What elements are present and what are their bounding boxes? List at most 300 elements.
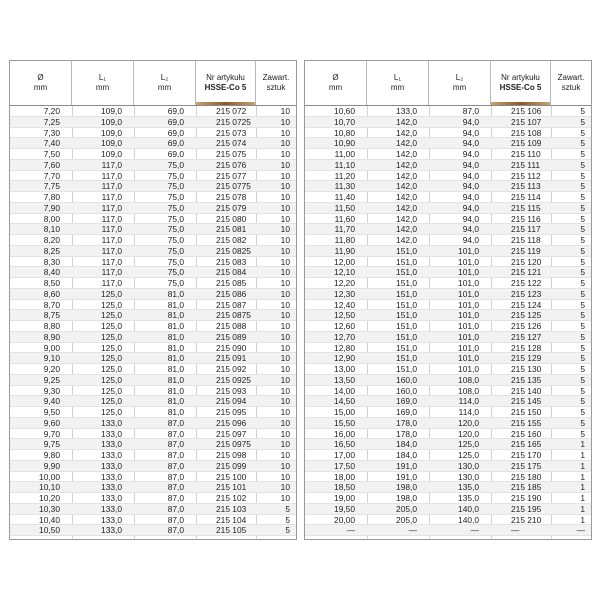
table-row xyxy=(305,128,591,139)
cell-l1: 142,0 xyxy=(396,202,417,213)
cell-quantity: 10 xyxy=(280,331,290,342)
cell-article-number: 215 129 xyxy=(511,353,542,364)
cell-article-number: 215 112 xyxy=(511,170,541,181)
table-row xyxy=(10,439,296,450)
cell-quantity: 5 xyxy=(580,159,585,170)
cell-article-number: 215 086 xyxy=(216,288,247,299)
cell-diameter: 10,60 xyxy=(334,106,355,116)
cell-quantity: 5 xyxy=(580,256,585,267)
cell-l2: 125,0 xyxy=(458,450,479,460)
cell-quantity: 5 xyxy=(580,149,585,159)
cell-diameter: 8,75 xyxy=(43,310,60,321)
cell-l2: 81,0 xyxy=(167,342,184,353)
cell-article-number: 215 115 xyxy=(511,202,541,213)
cell-quantity: 5 xyxy=(580,407,585,417)
cell-l2: 81,0 xyxy=(167,385,184,396)
cell-l1: 125,0 xyxy=(101,396,122,407)
cell-l1: 133,0 xyxy=(101,439,122,450)
cell-l2: 94,0 xyxy=(462,224,479,235)
table-row xyxy=(10,493,296,504)
cell-quantity: 10 xyxy=(280,235,290,245)
cell-article-number: 215 093 xyxy=(216,385,247,396)
table-row xyxy=(10,128,296,139)
cell-l1: 125,0 xyxy=(101,310,122,321)
cell-l1: 160,0 xyxy=(396,385,417,396)
cell-article-number: 215 075 xyxy=(216,149,247,159)
table-row xyxy=(10,525,296,536)
cell-l1: 151,0 xyxy=(396,353,417,364)
cell-quantity: 5 xyxy=(285,514,290,525)
table-row xyxy=(10,343,296,354)
cell-l1: 191,0 xyxy=(396,471,417,482)
table-body xyxy=(10,106,296,536)
cell-diameter: 12,60 xyxy=(334,321,355,331)
cell-l1: 151,0 xyxy=(396,331,417,342)
table-row xyxy=(10,235,296,246)
table-row xyxy=(10,321,296,332)
cell-l1: 142,0 xyxy=(396,116,417,127)
cell-quantity: 5 xyxy=(580,288,585,299)
cell-diameter: 9,60 xyxy=(43,417,60,428)
cell-l2: 81,0 xyxy=(167,331,184,342)
cell-article-number: 215 124 xyxy=(511,299,542,310)
cell-l2: 75,0 xyxy=(167,213,184,224)
table-row xyxy=(10,332,296,343)
cell-l2: 94,0 xyxy=(462,181,479,192)
cell-l1: 117,0 xyxy=(101,278,122,288)
cell-quantity: 5 xyxy=(580,127,585,138)
cell-article-number: 215 081 xyxy=(216,224,247,235)
cell-quantity: 10 xyxy=(280,450,290,460)
drill-table-right xyxy=(304,60,592,540)
cell-article-number: 215 128 xyxy=(511,342,542,353)
cell-article-number: 215 180 xyxy=(511,471,542,482)
cell-diameter: 15,00 xyxy=(334,407,355,417)
cell-quantity: 10 xyxy=(280,170,290,181)
cell-article-number: 215 175 xyxy=(511,460,542,471)
cell-l1: 117,0 xyxy=(101,267,122,278)
cell-quantity: 10 xyxy=(280,417,290,428)
cell-l2: 130,0 xyxy=(458,471,479,482)
cell-quantity: 1 xyxy=(580,450,585,460)
cell-l2: 87,0 xyxy=(462,106,479,116)
cell-l1: 151,0 xyxy=(396,288,417,299)
cell-article-number: 215 113 xyxy=(511,181,541,192)
cell-l2: 94,0 xyxy=(462,235,479,245)
cell-l2: 114,0 xyxy=(458,396,479,407)
cell-diameter: 8,70 xyxy=(43,299,60,310)
table-row xyxy=(305,203,591,214)
cell-diameter: 8,80 xyxy=(43,321,60,331)
table-row xyxy=(10,300,296,311)
cell-quantity: 1 xyxy=(580,514,585,525)
cell-article-number: 215 089 xyxy=(216,331,247,342)
table-row xyxy=(305,106,591,117)
cell-l2: 101,0 xyxy=(458,245,479,256)
cell-l1: 117,0 xyxy=(101,192,122,202)
cell-l1: 125,0 xyxy=(101,385,122,396)
cell-article-number: 215 087 xyxy=(216,299,247,310)
cell-diameter: 10,00 xyxy=(39,471,60,482)
cell-quantity: 10 xyxy=(280,353,290,364)
cell-l2: 75,0 xyxy=(167,245,184,256)
table-row xyxy=(10,396,296,407)
cell-diameter: 11,80 xyxy=(334,235,355,245)
cell-diameter: 9,80 xyxy=(43,450,60,460)
table-row xyxy=(305,472,591,483)
cell-quantity: 10 xyxy=(280,310,290,321)
table-row xyxy=(305,246,591,257)
cell-diameter: 9,50 xyxy=(43,407,60,417)
table-row xyxy=(10,429,296,440)
table-body xyxy=(305,106,591,536)
cell-l2: 140,0 xyxy=(458,514,479,525)
header-l2 xyxy=(134,61,196,105)
cell-quantity: 5 xyxy=(580,106,585,116)
cell-diameter: 11,00 xyxy=(334,149,355,159)
cell-article-number: 215 118 xyxy=(511,235,541,245)
cell-quantity: 10 xyxy=(280,192,290,202)
table-row xyxy=(10,450,296,461)
table-row xyxy=(305,138,591,149)
cell-l1: 133,0 xyxy=(101,525,122,536)
cell-l1: 109,0 xyxy=(101,127,122,138)
cell-article-number: 215 097 xyxy=(216,428,247,439)
cell-quantity: 5 xyxy=(580,310,585,321)
cell-l2: 69,0 xyxy=(167,116,184,127)
header-diameter-label: Ø xyxy=(332,73,339,82)
cell-diameter: 7,80 xyxy=(43,192,60,202)
cell-diameter: 7,40 xyxy=(43,138,60,149)
table-row xyxy=(10,504,296,515)
cell-article-number: 215 0875 xyxy=(216,310,251,321)
cell-quantity: 5 xyxy=(580,278,585,288)
table-row xyxy=(10,353,296,364)
table-row xyxy=(305,224,591,235)
table-row xyxy=(10,160,296,171)
cell-l1: 133,0 xyxy=(101,450,122,460)
cell-quantity: 10 xyxy=(280,267,290,278)
cell-l2: — xyxy=(470,525,479,536)
cell-quantity: 5 xyxy=(580,321,585,331)
cell-article-number: 215 090 xyxy=(216,342,247,353)
cell-l1: 109,0 xyxy=(101,138,122,149)
table-row xyxy=(305,289,591,300)
cell-article-number: 215 150 xyxy=(511,407,542,417)
cell-l1: 142,0 xyxy=(396,213,417,224)
cell-diameter: 17,50 xyxy=(334,460,355,471)
cell-l2: 125,0 xyxy=(458,439,479,450)
cell-l2: 75,0 xyxy=(167,202,184,213)
cell-l2: 75,0 xyxy=(167,235,184,245)
cell-l2: 75,0 xyxy=(167,159,184,170)
table-row xyxy=(10,224,296,235)
header-l2-unit: mm xyxy=(452,83,467,92)
cell-l2: 87,0 xyxy=(167,514,184,525)
cell-l1: 133,0 xyxy=(396,106,417,116)
cell-l2: 87,0 xyxy=(167,482,184,493)
table-row xyxy=(305,160,591,171)
cell-l1: 117,0 xyxy=(101,181,122,192)
cell-l2: 81,0 xyxy=(167,288,184,299)
cell-l1: 133,0 xyxy=(101,493,122,503)
cell-quantity: 5 xyxy=(580,364,585,374)
cell-diameter: 15,50 xyxy=(334,417,355,428)
cell-l2: 114,0 xyxy=(458,407,479,417)
table-row xyxy=(10,192,296,203)
cell-article-number: 215 082 xyxy=(216,235,247,245)
cell-article-number: 215 098 xyxy=(216,450,247,460)
cell-quantity: 5 xyxy=(580,353,585,364)
header-l1-label: L₁ xyxy=(98,73,107,82)
cell-diameter: 7,75 xyxy=(43,181,60,192)
cell-article-number: 215 210 xyxy=(511,514,542,525)
cell-l2: 87,0 xyxy=(167,493,184,503)
cell-l1: 198,0 xyxy=(396,493,417,503)
cell-diameter: 7,20 xyxy=(43,106,60,116)
cell-article-number: 215 079 xyxy=(216,202,247,213)
cell-article-number: 215 078 xyxy=(216,192,247,202)
cell-l1: 142,0 xyxy=(396,192,417,202)
cell-l2: 94,0 xyxy=(462,138,479,149)
cell-l2: 94,0 xyxy=(462,192,479,202)
header-qty-unit: sztuk xyxy=(561,83,581,92)
cell-quantity: 1 xyxy=(580,460,585,471)
table-row xyxy=(305,332,591,343)
cell-l1: 117,0 xyxy=(101,245,122,256)
cell-quantity: 5 xyxy=(580,299,585,310)
cell-diameter: 8,25 xyxy=(43,245,60,256)
cell-diameter: 9,20 xyxy=(43,364,60,374)
table-row xyxy=(305,493,591,504)
cell-diameter: 12,80 xyxy=(334,342,355,353)
cell-diameter: 12,40 xyxy=(334,299,355,310)
cell-l1: 142,0 xyxy=(396,235,417,245)
cell-quantity: 5 xyxy=(580,192,585,202)
cell-l2: 101,0 xyxy=(458,353,479,364)
cell-l1: 151,0 xyxy=(396,364,417,374)
cell-article-number: 215 106 xyxy=(511,106,542,116)
cell-quantity: 5 xyxy=(580,396,585,407)
cell-quantity: 5 xyxy=(580,116,585,127)
cell-l2: 87,0 xyxy=(167,460,184,471)
table-row xyxy=(305,321,591,332)
cell-l2: 81,0 xyxy=(167,299,184,310)
cell-l1: 125,0 xyxy=(101,374,122,385)
cell-l1: 117,0 xyxy=(101,159,122,170)
cell-diameter: 19,50 xyxy=(334,503,355,514)
cell-l2: 75,0 xyxy=(167,256,184,267)
table-row xyxy=(10,472,296,483)
cell-l1: 151,0 xyxy=(396,278,417,288)
cell-article-number: 215 101 xyxy=(216,482,247,493)
cell-quantity: 5 xyxy=(580,213,585,224)
cell-article-number: 215 190 xyxy=(511,493,542,503)
cell-article-number: 215 072 xyxy=(216,106,247,116)
cell-diameter: 8,30 xyxy=(43,256,60,267)
cell-diameter: 8,90 xyxy=(43,331,60,342)
cell-article-number: 215 110 xyxy=(511,149,541,159)
cell-l1: 109,0 xyxy=(101,106,122,116)
cell-diameter: 8,50 xyxy=(43,278,60,288)
cell-l2: 135,0 xyxy=(458,493,479,503)
table-row xyxy=(10,257,296,268)
cell-l1: — xyxy=(408,525,417,536)
cell-quantity: 10 xyxy=(280,364,290,374)
table-row xyxy=(10,117,296,128)
table-row xyxy=(305,429,591,440)
table-header xyxy=(10,61,296,106)
header-article-label: Nr artykułu xyxy=(206,73,245,82)
cell-diameter: 9,70 xyxy=(43,428,60,439)
cell-diameter: 10,80 xyxy=(334,127,355,138)
cell-l1: 178,0 xyxy=(396,428,417,439)
cell-l1: 125,0 xyxy=(101,331,122,342)
table-row xyxy=(305,364,591,375)
cell-l1: 117,0 xyxy=(101,256,122,267)
cell-article-number: 215 170 xyxy=(511,450,542,460)
cell-l1: 117,0 xyxy=(101,224,122,235)
cell-l2: 101,0 xyxy=(458,321,479,331)
cell-article-number: 215 094 xyxy=(216,396,247,407)
cell-l2: 81,0 xyxy=(167,310,184,321)
table-row xyxy=(305,117,591,128)
table-row xyxy=(305,192,591,203)
table-row xyxy=(10,214,296,225)
cell-article-number: 215 0725 xyxy=(216,116,251,127)
cell-quantity: 10 xyxy=(280,149,290,159)
cell-l2: 101,0 xyxy=(458,288,479,299)
cell-article-number: 215 084 xyxy=(216,267,247,278)
cell-article-number: 215 123 xyxy=(511,288,542,299)
cell-article-number: 215 140 xyxy=(511,385,542,396)
cell-l2: 69,0 xyxy=(167,106,184,116)
cell-article-number: 215 0925 xyxy=(216,374,251,385)
table-row xyxy=(10,375,296,386)
header-l1-unit: mm xyxy=(95,83,110,92)
cell-l2: 87,0 xyxy=(167,503,184,514)
cell-article-number: 215 119 xyxy=(511,245,541,256)
cell-quantity: 5 xyxy=(580,267,585,278)
cell-diameter: 11,50 xyxy=(334,202,355,213)
cell-l1: 169,0 xyxy=(396,407,417,417)
header-qty-label: Zawart. xyxy=(262,73,290,82)
header-l1-label: L₁ xyxy=(393,73,402,82)
cell-article-number: 215 107 xyxy=(511,116,542,127)
cell-diameter: 20,00 xyxy=(334,514,355,525)
cell-l2: 81,0 xyxy=(167,396,184,407)
table-row xyxy=(305,343,591,354)
cell-article-number: 215 155 xyxy=(511,417,542,428)
table-row xyxy=(305,214,591,225)
cell-l2: 75,0 xyxy=(167,181,184,192)
cell-diameter: 12,50 xyxy=(334,310,355,321)
cell-l1: 125,0 xyxy=(101,407,122,417)
cell-l2: 87,0 xyxy=(167,439,184,450)
cell-article-number: 215 135 xyxy=(511,374,542,385)
cell-article-number: 215 160 xyxy=(511,428,542,439)
cell-article-number: 215 120 xyxy=(511,256,542,267)
cell-quantity: 10 xyxy=(280,460,290,471)
cell-quantity: 10 xyxy=(280,428,290,439)
cell-quantity: 5 xyxy=(580,138,585,149)
cell-diameter: 8,20 xyxy=(43,235,60,245)
cell-quantity: 10 xyxy=(280,116,290,127)
header-article-material: HSSE-Co 5 xyxy=(204,83,247,92)
cell-l2: 94,0 xyxy=(462,159,479,170)
cell-diameter: 11,30 xyxy=(334,181,355,192)
cell-quantity: 10 xyxy=(280,407,290,417)
table-row xyxy=(305,482,591,493)
header-article xyxy=(196,61,256,105)
table-row xyxy=(10,310,296,321)
cell-article-number: 215 108 xyxy=(511,127,542,138)
cell-quantity: 10 xyxy=(280,374,290,385)
cell-diameter: 9,30 xyxy=(43,385,60,396)
table-row xyxy=(10,203,296,214)
cell-article-number: 215 121 xyxy=(511,267,542,278)
cell-article-number: 215 102 xyxy=(216,493,247,503)
cell-l1: 125,0 xyxy=(101,321,122,331)
cell-article-number: 215 109 xyxy=(511,138,542,149)
cell-l1: 142,0 xyxy=(396,159,417,170)
header-diameter xyxy=(10,61,72,105)
header-qty-label: Zawart. xyxy=(557,73,585,82)
cell-article-number: 215 074 xyxy=(216,138,247,149)
cell-diameter: 16,50 xyxy=(334,439,355,450)
cell-article-number: 215 092 xyxy=(216,364,247,374)
cell-diameter: 7,50 xyxy=(43,149,60,159)
cell-l2: 75,0 xyxy=(167,192,184,202)
cell-l2: 81,0 xyxy=(167,407,184,417)
drill-table-left xyxy=(9,60,297,540)
cell-l2: 81,0 xyxy=(167,353,184,364)
cell-article-number: 215 116 xyxy=(511,213,541,224)
cell-diameter: 11,60 xyxy=(334,213,355,224)
cell-l2: 87,0 xyxy=(167,450,184,460)
header-l2 xyxy=(429,61,491,105)
cell-quantity: 5 xyxy=(580,331,585,342)
cell-diameter: 14,50 xyxy=(334,396,355,407)
cell-diameter: 11,70 xyxy=(334,224,355,235)
cell-l2: 101,0 xyxy=(458,299,479,310)
cell-article-number: 215 122 xyxy=(511,278,542,288)
header-l1 xyxy=(367,61,429,105)
cell-l1: 117,0 xyxy=(101,213,122,224)
table-row xyxy=(10,407,296,418)
cell-quantity: 5 xyxy=(580,385,585,396)
cell-article-number: 215 100 xyxy=(216,471,247,482)
cell-diameter: 11,10 xyxy=(334,159,355,170)
cell-diameter: 7,90 xyxy=(43,202,60,213)
cell-article-number: 215 073 xyxy=(216,127,247,138)
table-row xyxy=(305,450,591,461)
cell-diameter: 10,40 xyxy=(39,514,60,525)
cell-l2: 87,0 xyxy=(167,417,184,428)
table-row xyxy=(10,482,296,493)
cell-l1: 151,0 xyxy=(396,267,417,278)
cell-quantity: 10 xyxy=(280,213,290,224)
table-row xyxy=(10,267,296,278)
cell-quantity: 5 xyxy=(285,525,290,536)
table-row xyxy=(305,375,591,386)
cell-quantity: 10 xyxy=(280,396,290,407)
cell-diameter: 9,75 xyxy=(43,439,60,450)
header-article xyxy=(491,61,551,105)
header-article-material: HSSE-Co 5 xyxy=(499,83,542,92)
cell-diameter: 7,30 xyxy=(43,127,60,138)
cell-diameter: 7,60 xyxy=(43,159,60,170)
